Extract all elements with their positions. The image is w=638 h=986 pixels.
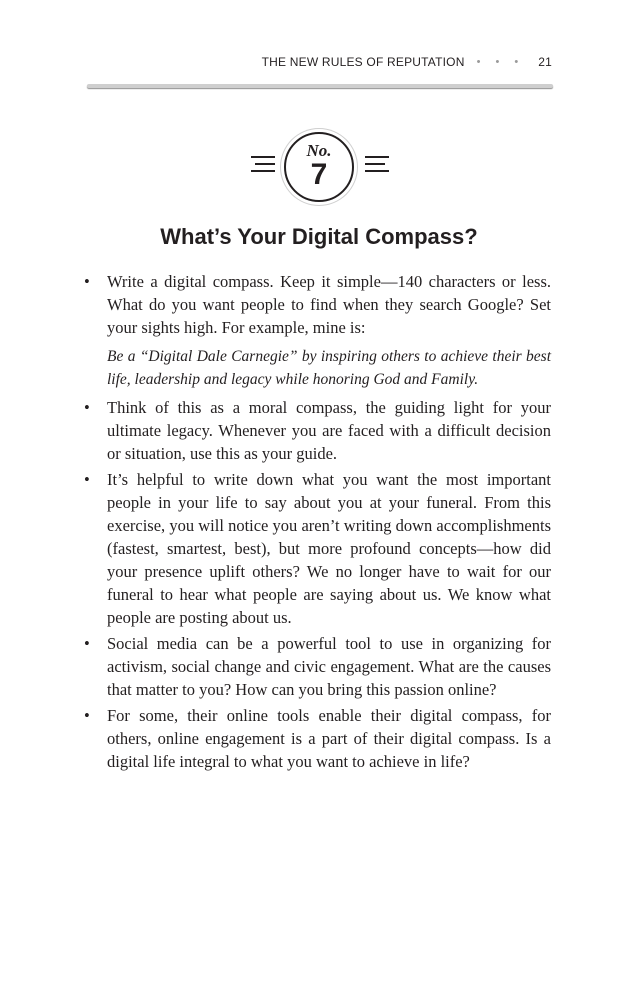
bullet-marker: • [84,398,90,417]
bullet-text: It’s helpful to write down what you want the most important people in your life to say about you at your funeral. From this exercise, you will notice you aren’t writing down accomplishments (fastest, smartest, best), but more profound concepts—how did your presence uplift others? We no longer have to wait for our funeral to hear what people are saying about us. We know what people are posting about us. [107,470,551,627]
bullet-text: Think of this as a moral compass, the guiding light for your ultimate legacy. Whenever you are faced with a difficult decision or situation, use this as your guide. [107,398,551,463]
decorative-lines-left [251,156,275,177]
running-title: THE NEW RULES OF REPUTATION [261,55,465,69]
bullet-list [82,270,551,776]
decorative-lines-right [365,156,389,177]
bullet-marker: • [84,272,90,291]
badge-prefix: No. [306,141,332,160]
header-rule [87,84,553,88]
bullet-item-2 [82,396,551,465]
section-number-badge [284,132,354,202]
bullet-text: Write a digital compass. Keep it simple—140 characters or less. What do you want people to find when they search Google? Set your sights high. For example, mine is: [107,272,551,337]
bullet-item-4 [82,632,551,701]
badge-number: 7 [310,158,328,191]
bullet-item-5 [82,704,551,773]
bullet-item-3 [82,468,551,629]
bullet-item-1 [82,270,551,391]
header-dots: • • • [476,56,525,68]
running-header [262,55,552,69]
section-title: What’s Your Digital Compass? [160,224,478,249]
page-number: 21 [538,55,552,69]
compass-quote: Be a “Digital Dale Carnegie” by inspiring others to achieve their best life, leadership and legacy while honoring God and Family. [107,348,551,388]
bullet-marker: • [84,634,90,653]
bullet-text: Social media can be a powerful tool to use in organizing for activism, social change and civic engagement. What are the causes that matter to you? How can you bring this passion online? [107,634,551,699]
bullet-text: For some, their online tools enable their digital compass, for others, online engagement is a part of their digital compass. Is a digital life integral to what you want to achieve in life? [107,706,551,771]
bullet-marker: • [84,706,90,725]
bullet-marker: • [84,470,90,489]
